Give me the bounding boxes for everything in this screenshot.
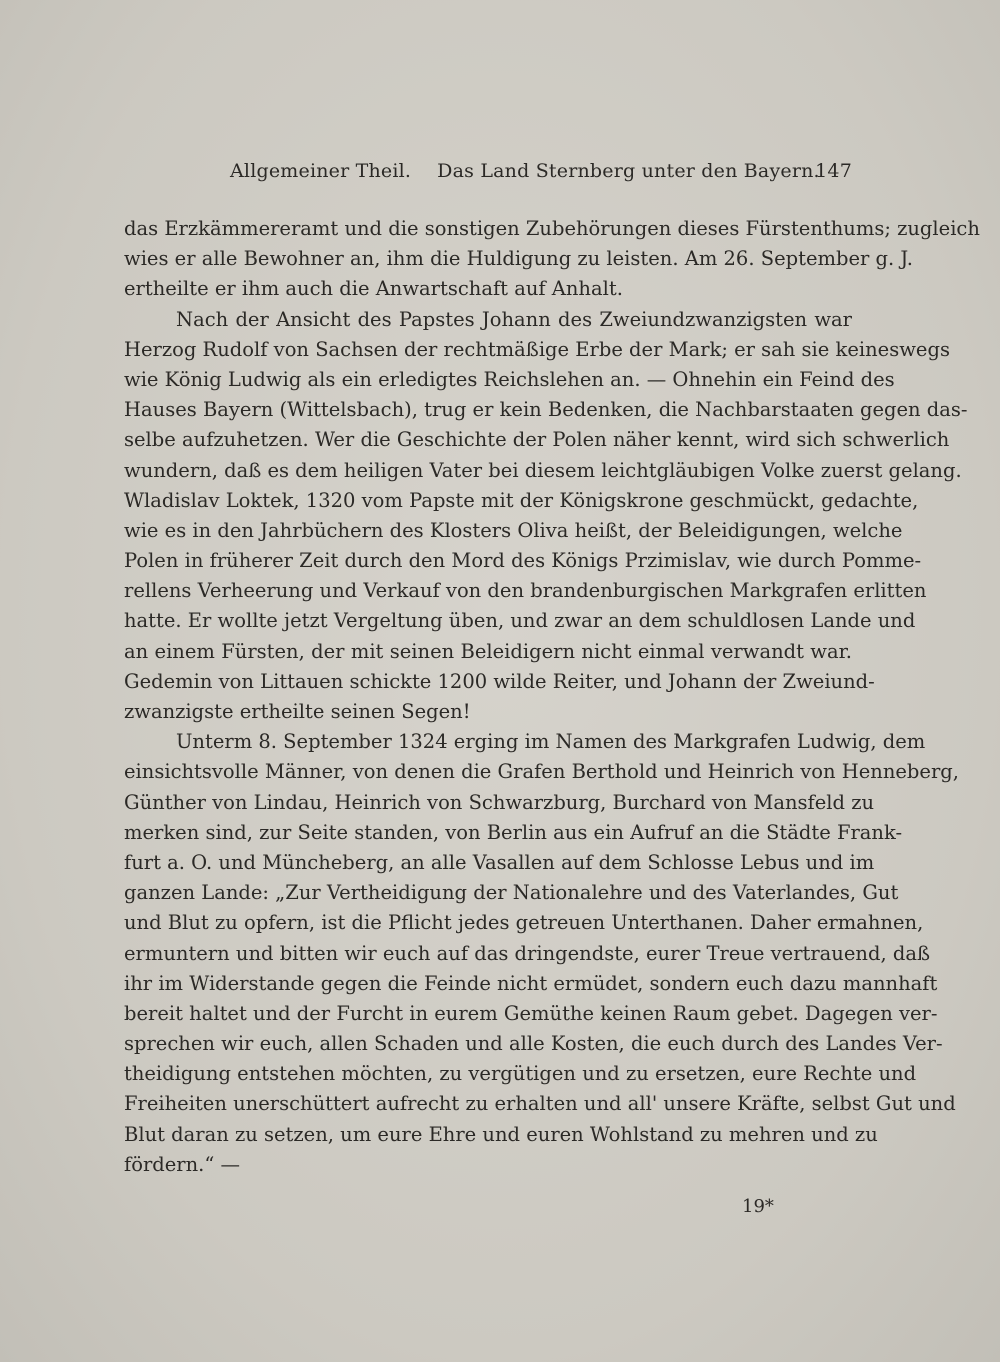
running-header [230, 156, 852, 190]
text-line: wundern, daß es dem heiligen Vater bei diesem leichtgläubigen Volke zuerst gelang. [124, 458, 962, 482]
body-text [124, 214, 980, 1180]
text-line: ermuntern und bitten wir euch auf das dringendste, eurer Treue vertrauend, daß [124, 941, 930, 965]
signature-mark: 19* [742, 1196, 774, 1217]
text-line: Blut daran zu setzen, um eure Ehre und euren Wohlstand zu mehren und zu [124, 1122, 878, 1146]
text-line: Wladislav Loktek, 1320 vom Papste mit der Königskrone geschmückt, gedachte, [124, 488, 919, 512]
running-title [230, 160, 820, 182]
text-line: ganzen Lande: „Zur Vertheidigung der Nationalehre und des Vaterlandes, Gut [124, 881, 899, 905]
text-line: sprechen wir euch, allen Schaden und alle Kosten, die euch durch des Landes Ver- [124, 1032, 943, 1056]
text-line: wie es in den Jahrbüchern des Klosters Oliva heißt, der Beleidigungen, welche [124, 518, 903, 542]
text-line: zwanzigste ertheilte seinen Segen! [124, 700, 471, 723]
text-line: ihr im Widerstande gegen die Feinde nicht ermüdet, sondern euch dazu mannhaft [124, 971, 938, 995]
text-line: einsichtsvolle Männer, von denen die Grafen Berthold und Heinrich von Henneberg, [124, 760, 959, 784]
page-number: 147 [815, 160, 852, 182]
text-line: rellens Verheerung und Verkauf von den brandenburgischen Markgrafen erlitten [124, 579, 927, 603]
text-line: Günther von Lindau, Heinrich von Schwarzburg, Burchard von Mansfeld zu [124, 790, 875, 814]
header-chapter: Das Land Sternberg unter den Bayern. [437, 160, 820, 182]
text-line: an einem Fürsten, der mit seinen Beleidigern nicht einmal verwandt war. [124, 639, 852, 663]
text-line: wie König Ludwig als ein erledigtes Reichslehen an. — Ohnehin ein Feind des [124, 367, 895, 391]
text-line: Hauses Bayern (Wittelsbach), trug er kein Bedenken, die Nachbarstaaten gegen das- [124, 398, 968, 422]
text-line: selbe aufzuhetzen. Wer die Geschichte der Polen näher kennt, wird sich schwerlich [124, 428, 950, 452]
header-section: Allgemeiner Theil. [230, 160, 412, 182]
text-line: furt a. O. und Müncheberg, an alle Vasallen auf dem Schlosse Lebus und im [124, 850, 875, 874]
text-line: Freiheiten unerschüttert aufrecht zu erhalten und all' unsere Kräfte, selbst Gut und [124, 1092, 956, 1116]
text-line: Polen in früherer Zeit durch den Mord des Königs Przimislav, wie durch Pomme- [124, 549, 922, 573]
text-line: hatte. Er wollte jetzt Vergeltung üben, und zwar an dem schuldlosen Lande und [124, 609, 916, 633]
text-line: Herzog Rudolf von Sachsen der rechtmäßige Erbe der Mark; er sah sie keineswegs [124, 337, 950, 361]
text-line: Nach der Ansicht des Papstes Johann des Zweiundzwanzigsten war [176, 307, 852, 331]
text-line: Gedemin von Littauen schickte 1200 wilde Reiter, und Johann der Zweiund- [124, 669, 875, 693]
text-line: wies er alle Bewohner an, ihm die Huldigung zu leisten. Am 26. September g. J. [124, 247, 913, 271]
text-line: theidigung entstehen möchten, zu vergütigen und zu ersetzen, eure Rechte und [124, 1062, 917, 1086]
text-line: ertheilte er ihm auch die Anwartschaft auf Anhalt. [124, 277, 623, 301]
text-line: Unterm 8. September 1324 erging im Namen des Markgrafen Ludwig, dem [176, 730, 926, 754]
text-line: bereit haltet und der Furcht in eurem Gemüthe keinen Raum gebet. Dagegen ver- [124, 1001, 938, 1025]
text-line: merken sind, zur Seite standen, von Berlin aus ein Aufruf an die Städte Frank- [124, 820, 903, 844]
text-line: und Blut zu opfern, ist die Pflicht jedes getreuen Unterthanen. Daher ermahnen, [124, 911, 924, 935]
text-line: fördern.“ — [124, 1152, 241, 1176]
text-line: das Erzkämmereramt und die sonstigen Zubehörungen dieses Fürstenthums; zugleich [124, 217, 980, 240]
